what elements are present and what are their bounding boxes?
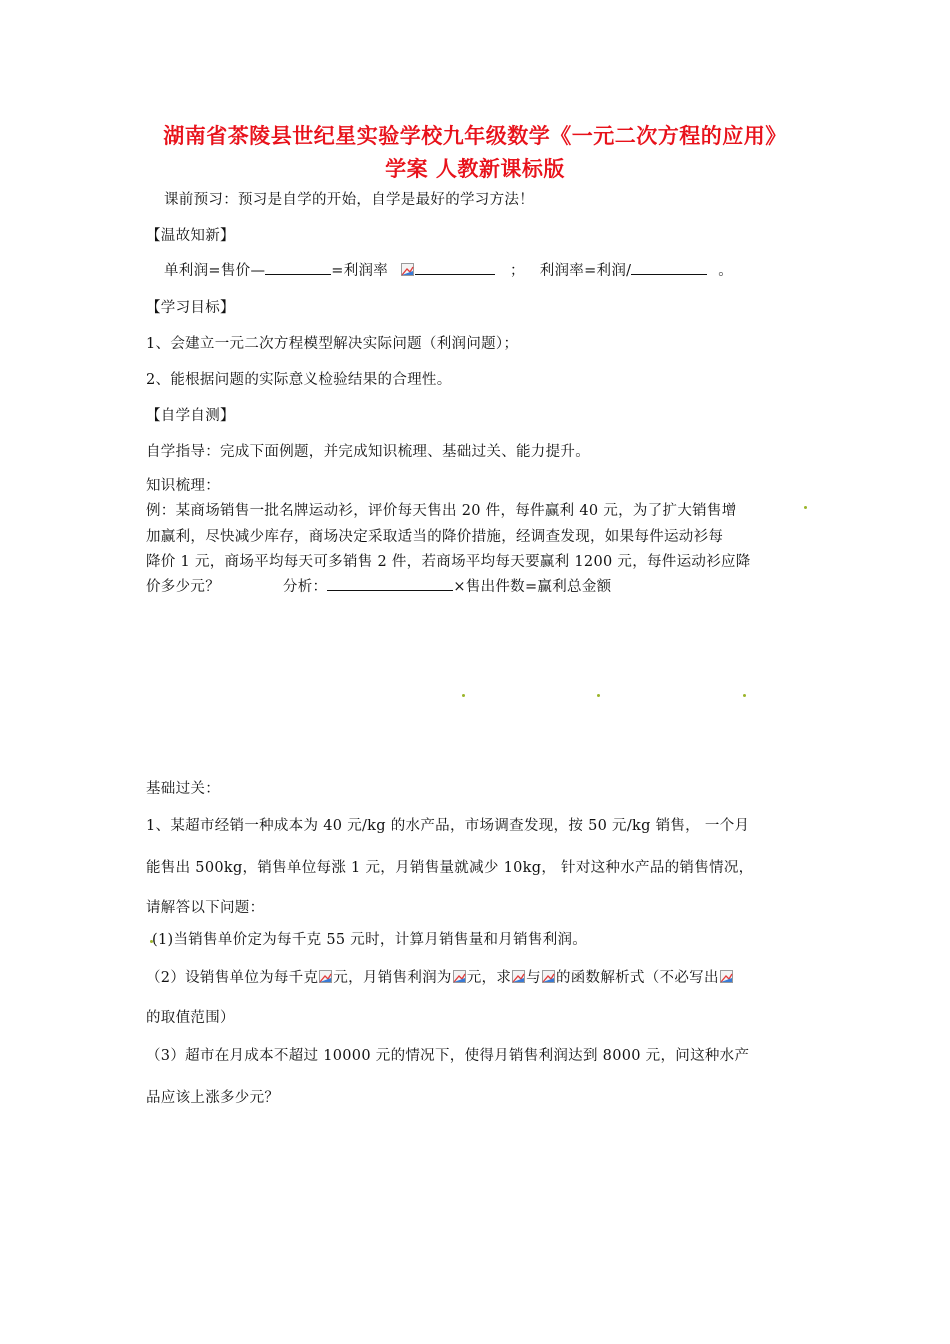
question-1-line-1: 1、某超市经销一种成本为 40 元/kg 的水产品，市场调查发现，按 50 元/kg 销售， 一个月: [146, 818, 750, 834]
subquestion-2-text-c: 元，求: [466, 970, 512, 986]
decorative-dot: [743, 694, 746, 697]
question-1-line-2: 能售出 500kg，销售单位每涨 1 元，月销售量就减少 10kg， 针对这种水产品的销售情况，: [146, 860, 754, 876]
subquestion-2-text-a: （2）设销售单位为每千克: [146, 970, 319, 986]
example-line-1: 例：某商场销售一批名牌运动衫，评价每天售出 20 件，每件赢利 40 元，为了扩大销售增: [146, 503, 737, 519]
example-line-2: 加赢利，尽快减少库存，商场决定采取适当的降价措施，经调查发现，如果每件运动衫每: [146, 529, 724, 545]
goal-item-1: 1、会建立一元二次方程模型解决实际问题（利润问题）；: [146, 336, 519, 352]
analysis-formula: ×售出件数=赢利总金额: [453, 579, 612, 595]
goals-heading: 【学习目标】: [146, 300, 235, 316]
subquestion-3-line-1: （3）超市在月成本不超过 10000 元的情况下，使得月销售利润达到 8000 元，问这种水产: [146, 1048, 750, 1064]
variable-x-image-icon: [542, 970, 555, 983]
answer-blank[interactable]: [327, 576, 453, 591]
preview-text: 课前预习：预习是自学的开始，自学是最好的学习方法！: [164, 192, 534, 208]
document-title-line-2: 学案 人教新课标版: [385, 157, 565, 181]
decorative-dot: [597, 694, 600, 697]
answer-blank[interactable]: [415, 260, 495, 275]
example-question-end: 价多少元？: [146, 579, 220, 595]
knowledge-label: 知识梳理：: [146, 478, 220, 494]
subquestion-2: [146, 966, 734, 987]
review-text-1: 单利润=售价—: [164, 263, 266, 279]
review-text-5: 。: [718, 263, 734, 279]
subquestion-2-text-e: 的函数解析式（不必写出: [555, 970, 719, 986]
subquestion-2-text-b: 元，月销售利润为: [333, 970, 452, 986]
subquestion-2-text-d: 与: [526, 970, 541, 986]
answer-blank[interactable]: [631, 260, 707, 275]
question-1-line-3: 请解答以下问题：: [146, 900, 265, 916]
decorative-dot: [804, 506, 807, 509]
review-formula-line: [164, 259, 733, 280]
subquestion-3-line-2: 品应该上涨多少元？: [146, 1090, 280, 1106]
variable-y-image-icon: [453, 970, 466, 983]
goal-item-2: 2、能根据问题的实际意义检验结果的合理性。: [146, 372, 452, 388]
example-line-4: [146, 575, 611, 596]
subquestion-2-continued: 的取值范围）: [146, 1010, 235, 1026]
review-text-2: =利润率: [331, 263, 389, 279]
formula-image-icon: [401, 263, 414, 276]
basics-heading: 基础过关：: [146, 781, 220, 797]
review-heading: 【温故知新】: [146, 228, 235, 244]
variable-x-image-icon: [720, 970, 733, 983]
selftest-guide: 自学指导：完成下面例题，并完成知识梳理、基础过关、能力提升。: [146, 444, 590, 460]
analysis-label: 分析：: [282, 579, 328, 595]
selftest-heading: 【自学自测】: [146, 408, 235, 424]
example-line-3: 降价 1 元，商场平均每天可多销售 2 件，若商场平均每天要赢利 1200 元，每件运动衫应降: [146, 554, 751, 570]
subquestion-1: (1)当销售单价定为每千克 55 元时，计算月销售量和月销售利润。: [152, 932, 588, 948]
variable-y-image-icon: [512, 970, 525, 983]
answer-blank[interactable]: [265, 260, 331, 275]
decorative-dot: [462, 694, 465, 697]
review-text-4: 利润率=利润/: [539, 263, 632, 279]
review-text-3: ；: [509, 263, 525, 279]
document-title-line-1: 湖南省茶陵县世纪星实验学校九年级数学《一元二次方程的应用》: [163, 124, 787, 148]
variable-x-image-icon: [319, 970, 332, 983]
